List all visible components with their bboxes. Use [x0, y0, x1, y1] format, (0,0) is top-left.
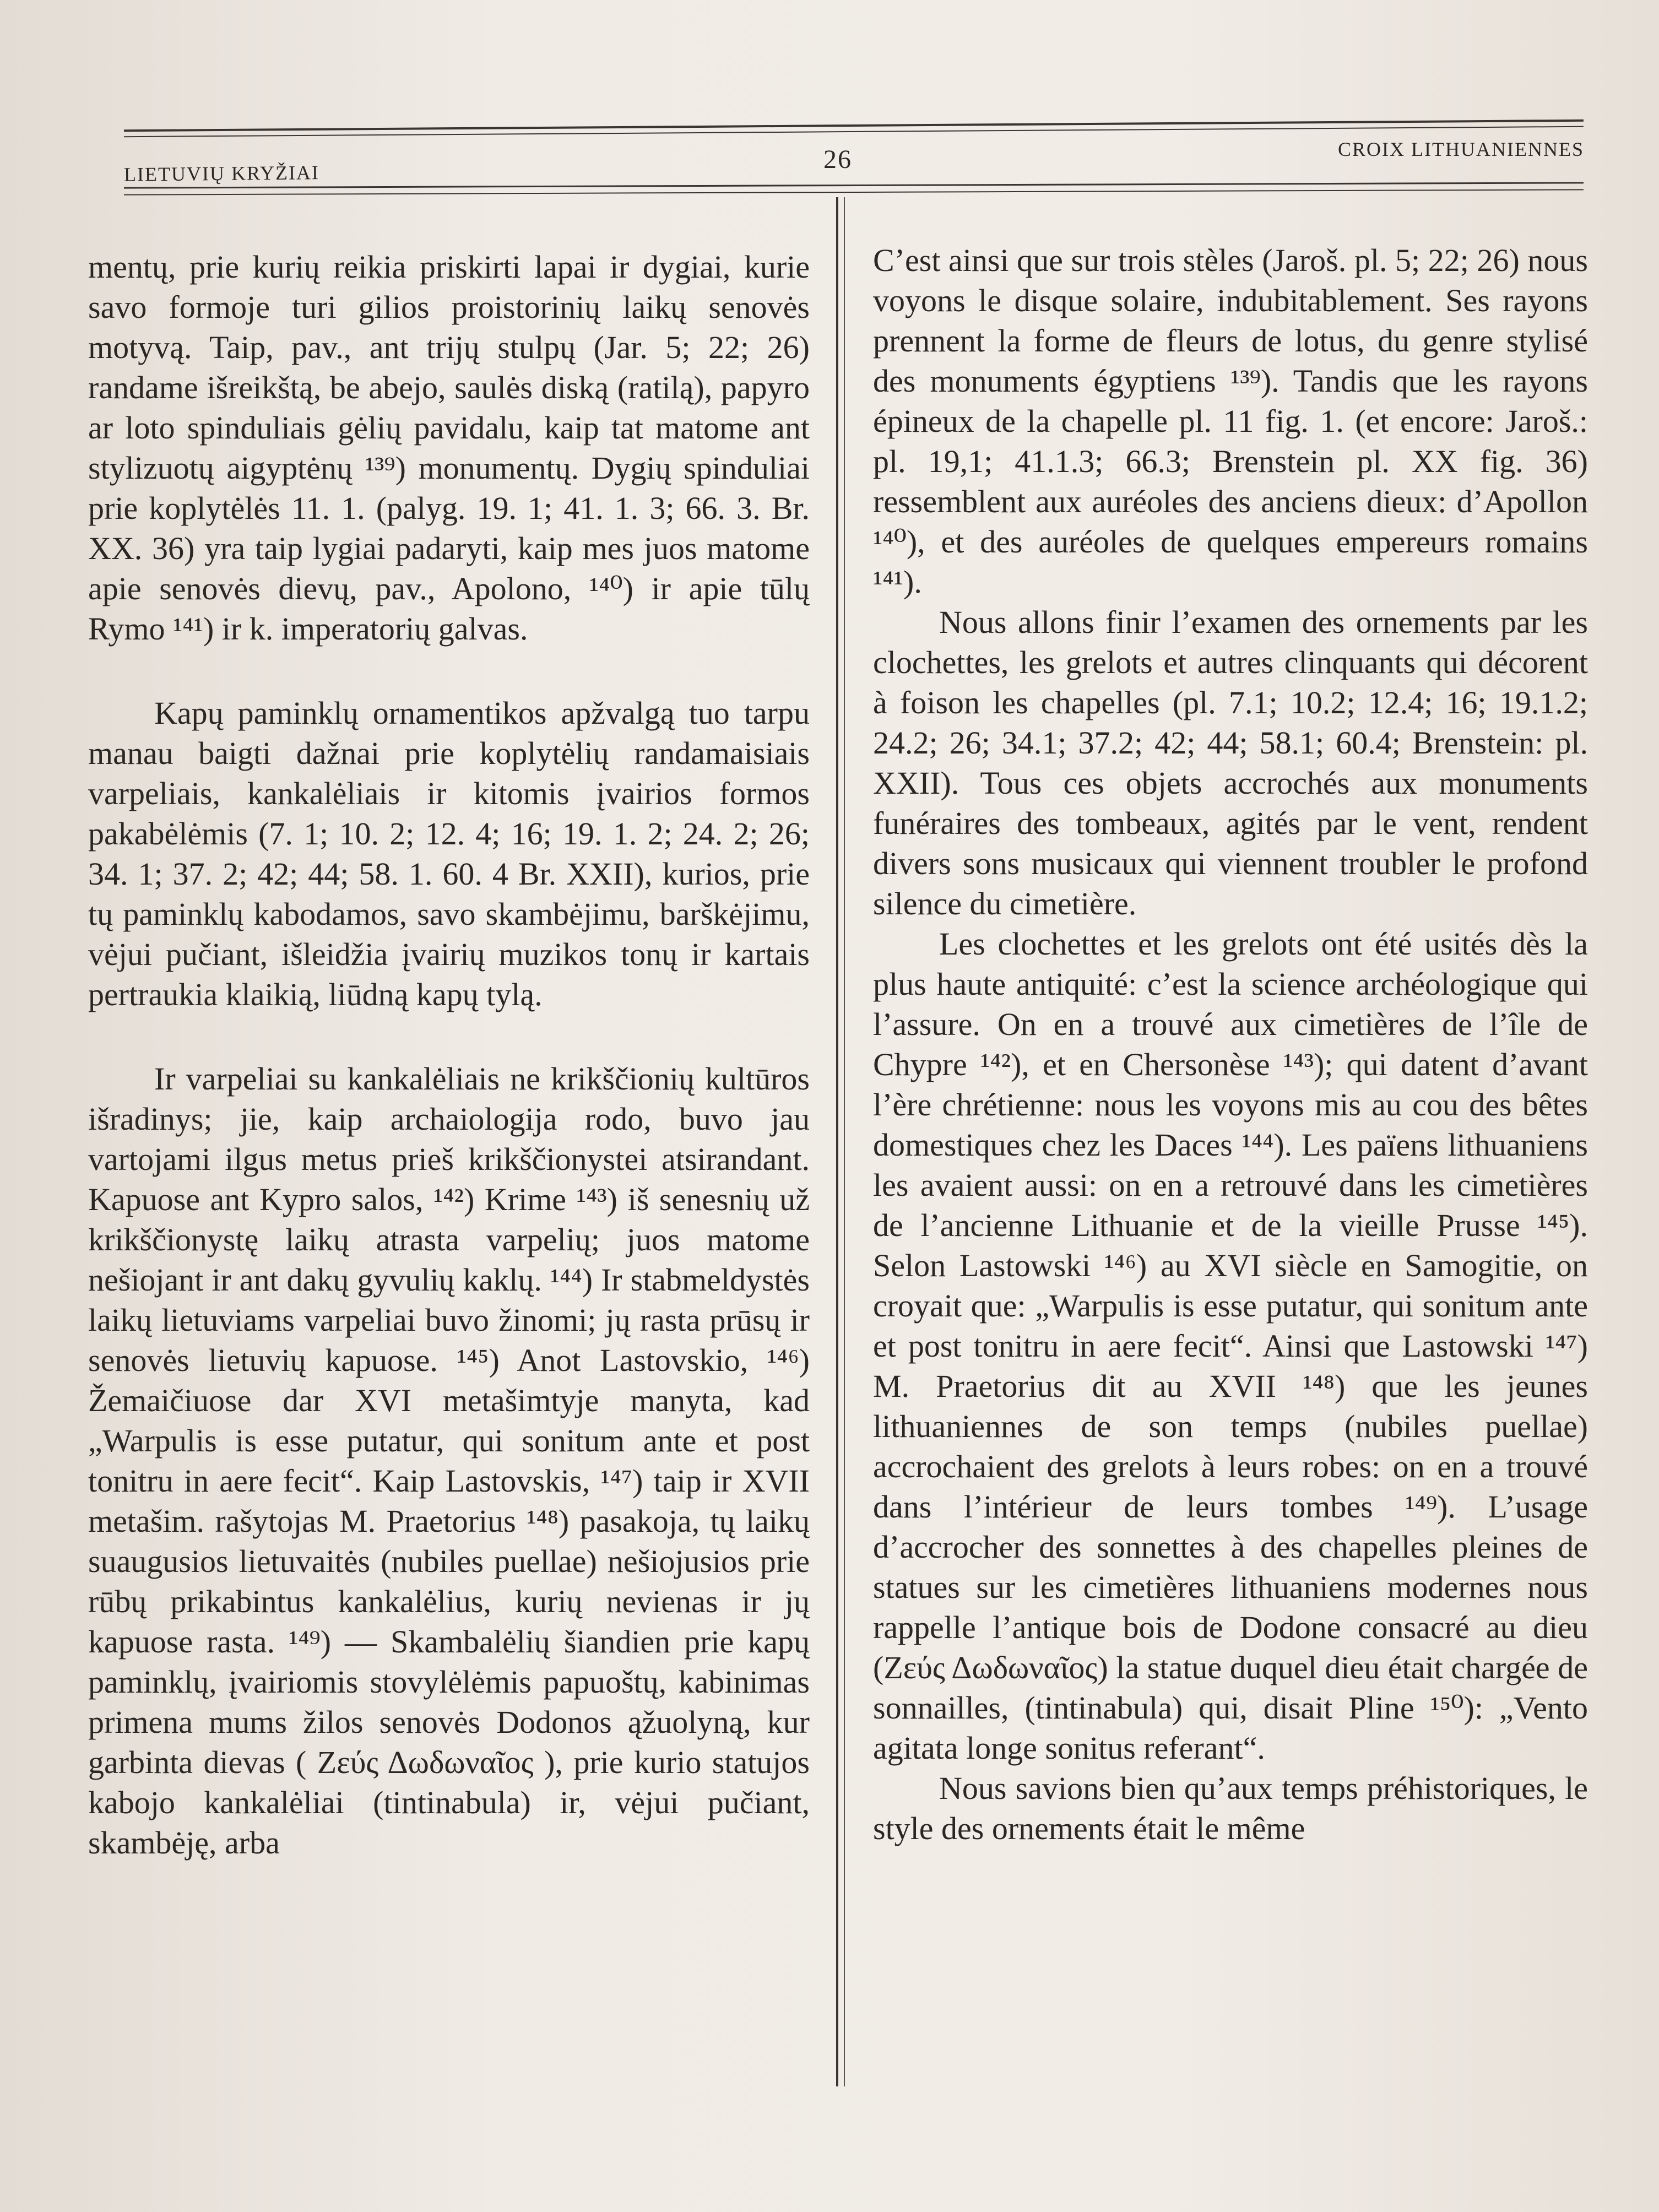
header-rule-bottom-2: [124, 189, 1584, 195]
page-number: 26: [823, 145, 852, 174]
lithuanian-text-column: [88, 247, 810, 1863]
running-head-right: CROIX LITHUANIENNES: [1338, 138, 1584, 160]
column-divider-2: [844, 197, 845, 2086]
fr-paragraph-4: Nous savions bien qu’aux temps préhistoriques, le style des ornements était le même: [873, 1770, 1588, 1846]
lt-paragraph-2: Kapų paminklų ornamentikos apžvalgą tuo tarpu manau baigti dažnai prie koplytėlių randamaisiais varpeliais, kankalėliais ir kitomis įvairios formos pakabėlėmis (7. 1; 10. 2; 12. 4; 16; 19. 1. 2; 24. 2; 26; 34. 1; 37. 2; 42; 44; 58. 1. 60. 4 Br. XXII), kurios, prie tų paminklų kabodamos, savo skambėjimu, barškėjimu, vėjui pučiant, išleidžia įvairių muzikos tonų ir kartais pertraukia klaikią, liūdną kapų tylą.: [88, 695, 810, 1012]
column-divider: [836, 197, 838, 2086]
paragraph-gap: [88, 649, 810, 693]
fr-paragraph-3: Les clochettes et les grelots ont été usités dès la plus haute antiquité: c’est la science archéologique qui l’assure. On en a trouvé aux cimetières de l’île de Chypre ¹⁴²), et en Chersonèse ¹⁴³); qui datent d’avant l’ère chrétienne: nous les voyons mis au cou des bêtes domestiques chez les Daces ¹⁴⁴). Les païens lithuaniens les avaient aussi: on en a retrouvé dans les cimetières de l’ancienne Lithuanie et de la vieille Prusse ¹⁴⁵). Selon Lastowski ¹⁴⁶) au XVI siècle en Samogitie, on croyait que: „Warpulis is esse putatur, qui sonitum ante et post tonitru in aere fecit“. Ainsi que Lastowski ¹⁴⁷) M. Praetorius dit au XVII ¹⁴⁸) que les jeunes lithuaniennes de son temps (nubiles puellae) accrochaient des grelots à leurs robes: on en a trouvé dans l’intérieur de leurs tombes ¹⁴⁹). L’usage d’accrocher des sonnettes à des chapelles pleines de statues sur les cimetières lithuaniens modernes nous rappelle l’antique bois de Dodone consacré au dieu (Ζεύς Δωδωναῖος) la statue duquel dieu était chargée de sonnailles, (tintinabula) qui, disait Pline ¹⁵⁰): „Vento agitata longe sonitus referant“.: [873, 926, 1588, 1766]
header-rule-bottom: [124, 182, 1584, 188]
header-rule-top: [124, 120, 1584, 132]
lt-paragraph-1: mentų, prie kurių reikia priskirti lapai ir dygiai, kurie savo formoje turi gilios proistorinių laikų senovės motyvą. Taip, pav., ant trijų stulpų (Jar. 5; 22; 26) randame išreikštą, be abejo, saulės diską (ratilą), papyro ar loto spinduliais gėlių pavidalu, kaip tat matome ant stylizuotų aigyptėnų ¹³⁹) monumentų. Dygių spinduliai prie koplytėlės 11. 1. (palyg. 19. 1; 41. 1. 3; 66. 3. Br. XX. 36) yra taip lygiai padaryti, kaip mes juos matome apie senovės dievų, pav., Apolono, ¹⁴⁰) ir apie tūlų Rymo ¹⁴¹) ir k. imperatorių galvas.: [88, 249, 810, 647]
running-head-left: LIETUVIŲ KRYŽIAI: [123, 161, 320, 186]
fr-paragraph-2: Nous allons finir l’examen des ornements par les clochettes, les grelots et autres clinquants qui décorent à foison les chapelles (pl. 7.1; 10.2; 12.4; 16; 19.1.2; 24.2; 26; 34.1; 37.2; 42; 44; 58.1; 60.4; Brenstein: pl. XXII). Tous ces objets accrochés aux monuments funéraires des tombeaux, agités par le vent, rendent divers sons musicaux qui viennent troubler le profond silence du cimetière.: [873, 604, 1588, 921]
lt-paragraph-3: Ir varpeliai su kankalėliais ne krikščionių kultūros išradinys; jie, kaip archaiologija rodo, buvo jau vartojami ilgus metus prieš krikščionystei atsirandant. Kapuose ant Kypro salos, ¹⁴²) Krime ¹⁴³) iš senesnių už krikščionystę laikų atrasta varpelių; juos matome nešiojant ir ant dakų gyvulių kaklų. ¹⁴⁴) Ir stabmeldystės laikų lietuviams varpeliai buvo žinomi; jų rasta prūsų ir senovės lietuvių kapuose. ¹⁴⁵) Anot Lastovskio, ¹⁴⁶) Žemaičiuose dar XVI metašimtyje manyta, kad „Warpulis is esse putatur, qui sonitum ante et post tonitru in aere fecit“. Kaip Lastovskis, ¹⁴⁷) taip ir XVII metašim. rašytojas M. Praetorius ¹⁴⁸) pasakoja, tų laikų suaugusios lietuvaitės (nubiles puellae) nešiojusios prie rūbų prikabintus kankalėlius, kurių nevienas ir jų kapuose rasta. ¹⁴⁹) — Skambalėlių šiandien prie kapų paminklų, įvairiomis stovylėlėmis papuoštų, kabinimas primena mums žilos senovės Dodonos ąžuolyną, kur garbinta dievas ( Ζεύς Δωδωναῖος ), prie kurio statujos kabojo kankalėliai (tintinabula) ir, vėjui pučiant, skambėję, arba: [88, 1061, 810, 1861]
fr-paragraph-1: C’est ainsi que sur trois stèles (Jaroš. pl. 5; 22; 26) nous voyons le disque solaire, indubitablement. Ses rayons prennent la forme de fleurs de lotus, du genre stylisé des monuments égyptiens ¹³⁹). Tandis que les rayons épineux de la chapelle pl. 11 fig. 1. (et encore: Jaroš.: pl. 19,1; 41.1.3; 66.3; Brenstein pl. XX fig. 36) ressemblent aux auréoles des anciens dieux: d’Apollon ¹⁴⁰), et des auréoles de quelques empereurs romains ¹⁴¹).: [873, 242, 1588, 600]
french-text-column: [873, 240, 1588, 1848]
paragraph-gap: [88, 1015, 810, 1059]
